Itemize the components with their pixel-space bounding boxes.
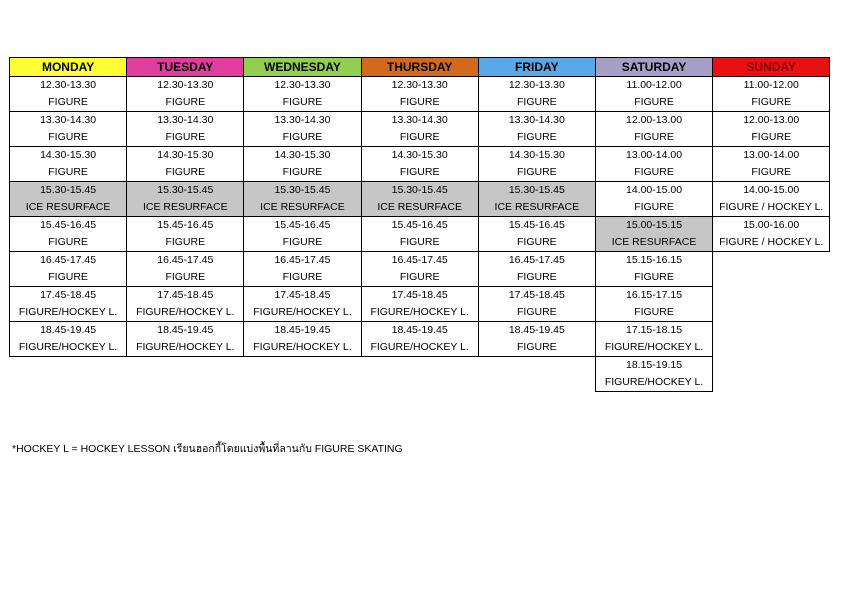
session-time: 13.30-14.30 <box>40 114 97 126</box>
session-cell <box>244 252 361 287</box>
session-activity: FIGURE <box>634 271 674 283</box>
session-activity: FIGURE <box>48 131 88 143</box>
session-cell <box>244 217 361 252</box>
session-time: 17.15-18.15 <box>626 324 683 336</box>
session-time: 14.30-15.30 <box>274 149 331 161</box>
session-activity: FIGURE/HOCKEY L. <box>253 306 352 318</box>
session-activity: FIGURE <box>165 166 206 178</box>
session-activity: FIGURE/HOCKEY L. <box>136 306 235 318</box>
session-cell <box>361 182 478 217</box>
schedule-row <box>10 287 830 322</box>
session-time: 15.45-16.45 <box>40 219 97 231</box>
session-time: 12.30-13.30 <box>274 79 331 91</box>
session-time: 14.30-15.30 <box>40 149 97 161</box>
session-cell <box>478 77 595 112</box>
session-cell <box>127 252 244 287</box>
session-activity: ICE RESURFACE <box>494 201 580 213</box>
session-activity: FIGURE/HOCKEY L. <box>604 341 704 353</box>
session-cell <box>244 287 361 322</box>
session-activity: FIGURE/HOCKEY L. <box>253 341 352 353</box>
session-cell <box>713 112 830 147</box>
session-activity: FIGURE <box>517 271 557 283</box>
session-activity: FIGURE <box>751 131 792 143</box>
session-activity: ICE RESURFACE <box>260 201 345 213</box>
session-cell <box>595 322 712 357</box>
empty-cell <box>127 357 244 392</box>
session-cell <box>478 147 595 182</box>
session-cell <box>478 182 595 217</box>
session-activity: FIGURE <box>634 201 674 213</box>
session-cell <box>478 217 595 252</box>
session-activity: FIGURE <box>751 166 792 178</box>
session-time: 16.45-17.45 <box>508 254 565 266</box>
session-time: 16.15-17.15 <box>626 289 683 301</box>
session-activity: FIGURE <box>634 166 674 178</box>
empty-cell <box>713 357 830 392</box>
session-cell <box>361 77 478 112</box>
session-activity: FIGURE/HOCKEY L. <box>136 341 235 353</box>
schedule-row <box>10 112 830 147</box>
schedule-row <box>10 217 830 252</box>
session-time: 18.45-19.45 <box>391 324 448 336</box>
session-time: 13.30-14.30 <box>508 114 565 126</box>
empty-cell <box>713 322 830 357</box>
session-cell <box>10 77 127 112</box>
empty-cell <box>478 357 595 392</box>
session-activity: FIGURE <box>634 96 674 108</box>
session-time: 13.30-14.30 <box>274 114 331 126</box>
session-time: 16.45-17.45 <box>157 254 214 266</box>
session-activity: FIGURE/HOCKEY L. <box>18 341 118 353</box>
session-activity: FIGURE <box>282 271 323 283</box>
session-activity: FIGURE <box>399 271 440 283</box>
session-time: 18.45-19.45 <box>157 324 214 336</box>
session-time: 12.30-13.30 <box>508 79 565 91</box>
session-cell <box>361 112 478 147</box>
session-cell <box>595 77 712 112</box>
session-activity: FIGURE <box>751 96 792 108</box>
session-time: 17.45-18.45 <box>391 289 448 301</box>
session-time: 11.00-12.00 <box>743 79 799 91</box>
session-time: 18.15-19.15 <box>626 359 683 371</box>
session-cell <box>244 147 361 182</box>
session-time: 13.00-14.00 <box>743 149 800 161</box>
session-activity: FIGURE <box>165 131 206 143</box>
session-cell <box>244 182 361 217</box>
session-time: 15.30-15.45 <box>40 184 97 196</box>
session-time: 17.45-18.45 <box>508 289 565 301</box>
session-cell <box>361 322 478 357</box>
session-activity: FIGURE <box>48 166 88 178</box>
session-activity: FIGURE <box>48 236 88 248</box>
session-activity: FIGURE/HOCKEY L. <box>604 376 704 388</box>
session-activity: FIGURE/HOCKEY L. <box>370 306 469 318</box>
schedule-row <box>10 77 830 112</box>
session-cell <box>361 252 478 287</box>
session-time: 14.00-15.00 <box>743 184 800 196</box>
session-activity: FIGURE <box>634 131 674 143</box>
session-time: 15.30-15.45 <box>157 184 214 196</box>
session-activity: ICE RESURFACE <box>611 236 697 248</box>
session-cell <box>10 287 127 322</box>
session-activity: FIGURE / HOCKEY L. <box>719 236 824 248</box>
session-cell <box>244 112 361 147</box>
session-cell <box>595 147 712 182</box>
session-activity: FIGURE <box>165 96 206 108</box>
schedule-row <box>10 322 830 357</box>
session-cell <box>595 217 712 252</box>
day-header-thursday: THURSDAY <box>361 58 478 77</box>
session-cell <box>127 217 244 252</box>
day-header-sunday: SUNDAY <box>713 58 830 77</box>
session-cell <box>595 252 712 287</box>
empty-cell <box>713 252 830 287</box>
session-cell <box>713 182 830 217</box>
session-time: 12.30-13.30 <box>157 79 214 91</box>
session-activity: FIGURE <box>282 96 323 108</box>
day-header-row <box>10 58 830 77</box>
session-cell <box>713 147 830 182</box>
session-activity: ICE RESURFACE <box>25 201 111 213</box>
session-time: 15.30-15.45 <box>274 184 331 196</box>
empty-cell <box>244 357 361 392</box>
session-time: 15.45-16.45 <box>157 219 214 231</box>
session-activity: ICE RESURFACE <box>377 201 462 213</box>
session-time: 16.45-17.45 <box>40 254 97 266</box>
session-cell <box>10 252 127 287</box>
empty-cell <box>10 357 127 392</box>
session-cell <box>244 322 361 357</box>
session-cell <box>595 287 712 322</box>
session-cell <box>127 322 244 357</box>
session-cell <box>361 147 478 182</box>
day-header-saturday: SATURDAY <box>595 58 712 77</box>
empty-cell <box>713 287 830 322</box>
session-activity: FIGURE <box>48 271 88 283</box>
session-cell <box>127 112 244 147</box>
session-time: 15.45-16.45 <box>508 219 565 231</box>
session-cell <box>10 217 127 252</box>
session-time: 15.45-16.45 <box>391 219 448 231</box>
session-cell <box>478 252 595 287</box>
session-cell <box>595 182 712 217</box>
session-activity: FIGURE / HOCKEY L. <box>719 201 824 213</box>
session-time: 15.00-15.15 <box>626 219 683 231</box>
session-cell <box>478 322 595 357</box>
session-activity: FIGURE <box>517 166 557 178</box>
session-cell <box>127 147 244 182</box>
session-cell <box>10 112 127 147</box>
session-activity: FIGURE <box>517 236 557 248</box>
session-cell <box>127 287 244 322</box>
session-cell <box>127 182 244 217</box>
session-activity: FIGURE <box>399 166 440 178</box>
session-time: 14.00-15.00 <box>626 184 683 196</box>
session-activity: FIGURE <box>399 96 440 108</box>
session-cell <box>595 112 712 147</box>
session-time: 13.30-14.30 <box>157 114 214 126</box>
session-time: 15.00-16.00 <box>743 219 800 231</box>
session-time: 13.30-14.30 <box>391 114 448 126</box>
session-cell <box>10 322 127 357</box>
session-activity: FIGURE/HOCKEY L. <box>18 306 118 318</box>
session-time: 11.00-12.00 <box>626 79 682 91</box>
session-time: 15.45-16.45 <box>274 219 331 231</box>
schedule-body <box>10 77 830 392</box>
session-cell <box>361 287 478 322</box>
empty-cell <box>361 357 478 392</box>
session-time: 12.30-13.30 <box>40 79 97 91</box>
session-activity: FIGURE <box>282 166 323 178</box>
session-cell <box>10 182 127 217</box>
session-time: 12.30-13.30 <box>391 79 448 91</box>
session-time: 15.15-16.15 <box>626 254 683 266</box>
session-activity: FIGURE <box>517 131 557 143</box>
session-time: 15.30-15.45 <box>391 184 448 196</box>
session-time: 16.45-17.45 <box>391 254 448 266</box>
session-time: 16.45-17.45 <box>274 254 331 266</box>
day-header-friday: FRIDAY <box>478 58 595 77</box>
session-cell <box>713 77 830 112</box>
session-time: 17.45-18.45 <box>157 289 214 301</box>
session-time: 15.30-15.45 <box>508 184 565 196</box>
session-activity: FIGURE <box>165 271 206 283</box>
session-activity: ICE RESURFACE <box>142 201 228 213</box>
session-activity: FIGURE <box>282 236 323 248</box>
session-cell <box>713 217 830 252</box>
day-header-monday: MONDAY <box>10 58 127 77</box>
session-activity: FIGURE <box>282 131 323 143</box>
session-activity: FIGURE <box>517 306 557 318</box>
session-cell <box>127 77 244 112</box>
session-time: 18.45-19.45 <box>508 324 565 336</box>
session-time: 14.30-15.30 <box>508 149 565 161</box>
schedule-row <box>10 357 830 392</box>
day-header-tuesday: TUESDAY <box>127 58 244 77</box>
day-header-wednesday: WEDNESDAY <box>244 58 361 77</box>
session-cell <box>10 147 127 182</box>
session-time: 12.00-13.00 <box>626 114 683 126</box>
session-cell <box>478 287 595 322</box>
session-cell <box>244 77 361 112</box>
session-activity: FIGURE <box>399 131 440 143</box>
session-activity: FIGURE <box>517 96 557 108</box>
footnote: *HOCKEY L = HOCKEY LESSON เรียนฮอกกี้โดยแบ่งพื้นที่ลานกับ FIGURE SKATING <box>12 443 403 455</box>
session-time: 14.30-15.30 <box>391 149 448 161</box>
session-time: 12.00-13.00 <box>743 114 800 126</box>
session-activity: FIGURE <box>399 236 440 248</box>
session-time: 13.00-14.00 <box>626 149 683 161</box>
session-time: 18.45-19.45 <box>274 324 331 336</box>
session-activity: FIGURE <box>48 96 88 108</box>
session-time: 17.45-18.45 <box>274 289 331 301</box>
session-time: 17.45-18.45 <box>40 289 97 301</box>
schedule-row <box>10 147 830 182</box>
schedule-row <box>10 182 830 217</box>
session-time: 18.45-19.45 <box>40 324 97 336</box>
session-cell <box>361 217 478 252</box>
session-cell <box>595 357 712 392</box>
schedule-table <box>9 57 830 392</box>
session-time: 14.30-15.30 <box>157 149 214 161</box>
schedule-row <box>10 252 830 287</box>
session-activity: FIGURE <box>517 341 557 353</box>
session-activity: FIGURE <box>634 306 674 318</box>
session-activity: FIGURE/HOCKEY L. <box>370 341 469 353</box>
session-activity: FIGURE <box>165 236 206 248</box>
session-cell <box>478 112 595 147</box>
